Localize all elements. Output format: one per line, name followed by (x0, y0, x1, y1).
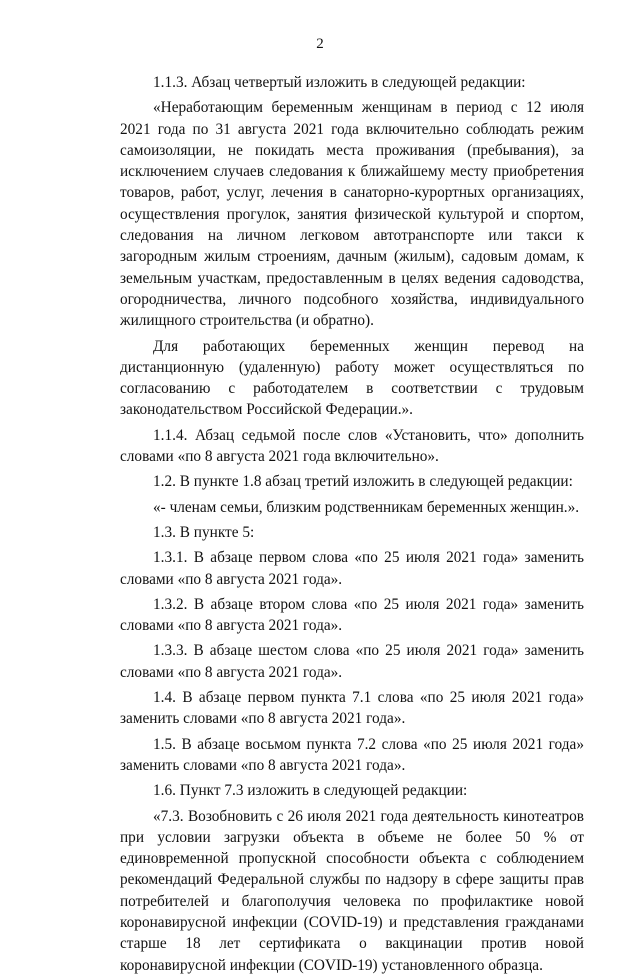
paragraph-1-1-4: 1.1.4. Абзац седьмой после слов «Установить, что» дополнить словами «по 8 августа 2021 года включительно». (120, 426, 584, 466)
document-body (120, 72, 584, 976)
paragraph-7-3: «7.3. Возобновить с 26 июля 2021 года деятельность кинотеатров при условии загрузки объекта в объеме не более 50 % от единовременной пропускной способности объекта с соблюдением рекомендаций Федеральной службы по надзору в сфере защиты прав потребителей и благополучия человека по профилактике новой коронавирусной инфекции (COVID-19) и представления гражданами старше 18 лет сертификата о вакцинации против новой коронавирусной инфекции (COVID-19) установленного образца. (120, 807, 584, 974)
paragraph-family-members: «- членам семьи, близким родственникам беременных женщин.». (153, 498, 580, 516)
page-number: 2 (316, 36, 324, 52)
paragraph-1-1-3: 1.1.3. Абзац четвертый изложить в следующей редакции: (153, 74, 526, 91)
paragraph-1-3-2: 1.3.2. В абзаце втором слова «по 25 июля 2021 года» заменить словами «по 8 августа 2021 года». (120, 595, 584, 635)
paragraph-1-4: 1.4. В абзаце первом пункта 7.1 слова «по 25 июля 2021 года» заменить словами «по 8 августа 2021 года». (120, 689, 584, 728)
paragraph-1-5: 1.5. В абзаце восьмом пункта 7.2 слова «по 25 июля 2021 года» заменить словами «по 8 августа 2021 года». (120, 735, 584, 774)
paragraph-1-2: 1.2. В пункте 1.8 абзац третий изложить в следующей редакции: (153, 473, 573, 491)
paragraph-1-3: 1.3. В пункте 5: (153, 523, 255, 541)
paragraph-1-3-3: 1.3.3. В абзаце шестом слова «по 25 июля 2021 года» заменить словами «по 8 августа 2021 года». (120, 642, 584, 681)
paragraph-pregnant-employed: Для работающих беременных женщин перевод на дистанционную (удаленную) работу может осуществляться по согласованию с работодателем в соответствии с трудовым законодательством Российской Федерации.». (120, 337, 584, 419)
paragraph-quote-pregnant-unemployed: «Неработающим беременным женщинам в период с 12 июля 2021 года по 31 августа 2021 года включительно соблюдать режим самоизоляции, не покидать места проживания (пребывания), за исключением случаев следования к ближайшему месту приобретения товаров, работ, услуг, лечения в санаторно-курортных организациях, осуществления прогулок, занятия физической культурой и спортом, следования на личном легковом автотранспорте или такси к загородным жилым строениям, дачным (жилым), садовым домам, к земельным участкам, предоставленным в целях ведения садоводства, огородничества, личного подсобного хозяйства, индивидуального жилищного строительства (и обратно). (120, 99, 584, 330)
paragraph-1-6: 1.6. Пункт 7.3 изложить в следующей редакции: (153, 782, 468, 800)
paragraph-1-3-1: 1.3.1. В абзаце первом слова «по 25 июля 2021 года» заменить словами «по 8 августа 2021 года». (120, 549, 584, 588)
